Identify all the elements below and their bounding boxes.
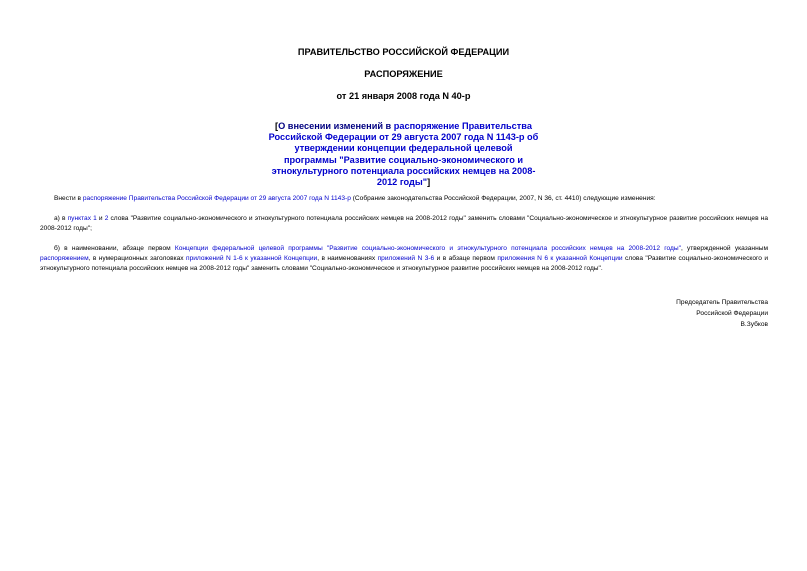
para3-text-6: слова "Развитие социально-экономического и этнокультурного потенциала российских немцев на 2008-2012 годы" заменить словами "Социально-экономическое и этнокультурное развитие российских немцев на 2008-2012 годы". xyxy=(40,255,769,273)
para3-text-2: , утвержденной указанным xyxy=(680,245,768,252)
signature-title-1: Председатель Правительства xyxy=(676,299,768,306)
preamble-open-bracket: [ xyxy=(275,121,279,131)
preamble xyxy=(0,121,807,188)
signature-name: В.Зубков xyxy=(740,321,768,329)
signature-title-2: Российской Федерации xyxy=(696,310,768,318)
para3-link-appendix-6[interactable]: приложения N 6 к указанной Концепции xyxy=(497,255,623,263)
para3-text-1: б) в наименовании, абзаце первом xyxy=(54,245,175,252)
para1-link-order[interactable]: распоряжение Правительства Российской Федерации от 29 августа 2007 года N 1143-р xyxy=(82,195,351,202)
paragraph-intro xyxy=(40,194,768,204)
document-type-heading: РАСПОРЯЖЕНИЕ xyxy=(364,69,443,79)
para2-text-2: и xyxy=(96,215,105,222)
para1-text-2: (Собрание законодательства Российской Федерации, 2007, N 36, ст. 4410) следующие изменения: xyxy=(350,195,656,202)
para2-link-item-1[interactable]: пунктах 1 xyxy=(67,215,97,222)
para2-text-3: слова "Развитие социально-экономического и этнокультурного потенциала российских немцев на 2008-2012 годы" заменить словами "Социально-экономическое и этнокультурное развитие российских немцев на 2008-2012 годы"; xyxy=(40,215,768,233)
preamble-text: О внесении изменений в xyxy=(278,121,394,131)
preamble-link-amended-order[interactable]: распоряжение Правительства Российской Федерации от 29 августа 2007 года N 1143-р об утверждении концепции федеральной целевой программы "Развитие социально-экономического и этнокультурного потенциала российских немцев на 2008-2012 годы" xyxy=(268,121,539,188)
signature-block xyxy=(676,297,768,331)
document-date-heading: от 21 января 2008 года N 40-р xyxy=(336,91,471,101)
para1-text-1: Внести в xyxy=(54,195,83,202)
para3-text-3: , в нумерационных заголовках xyxy=(88,255,187,263)
para3-link-appendices-3-6[interactable]: приложений N 3-6 xyxy=(377,255,435,263)
preamble-wrap xyxy=(269,121,539,188)
para3-text-5: и в абзаце первом xyxy=(434,255,498,263)
issuer-heading: ПРАВИТЕЛЬСТВО РОССИЙСКОЙ ФЕДЕРАЦИИ xyxy=(297,47,510,57)
para3-link-concept[interactable]: Концепции федеральной целевой программы "Развитие социально-экономического и этнокультурного потенциала российских немцев на 2008-2012 годы" xyxy=(174,245,681,252)
preamble-close-bracket: ] xyxy=(427,177,431,188)
paragraph-a xyxy=(40,214,768,234)
paragraph-b xyxy=(40,244,768,275)
para2-text-1: а) в xyxy=(54,215,68,222)
para2-link-item-2[interactable]: 2 xyxy=(104,215,109,222)
para3-text-4: , в наименованиях xyxy=(317,255,378,263)
para3-link-order[interactable]: распоряжением xyxy=(40,255,89,263)
para3-link-appendices-1-6[interactable]: приложений N 1-6 к указанной Концепции xyxy=(186,255,318,263)
